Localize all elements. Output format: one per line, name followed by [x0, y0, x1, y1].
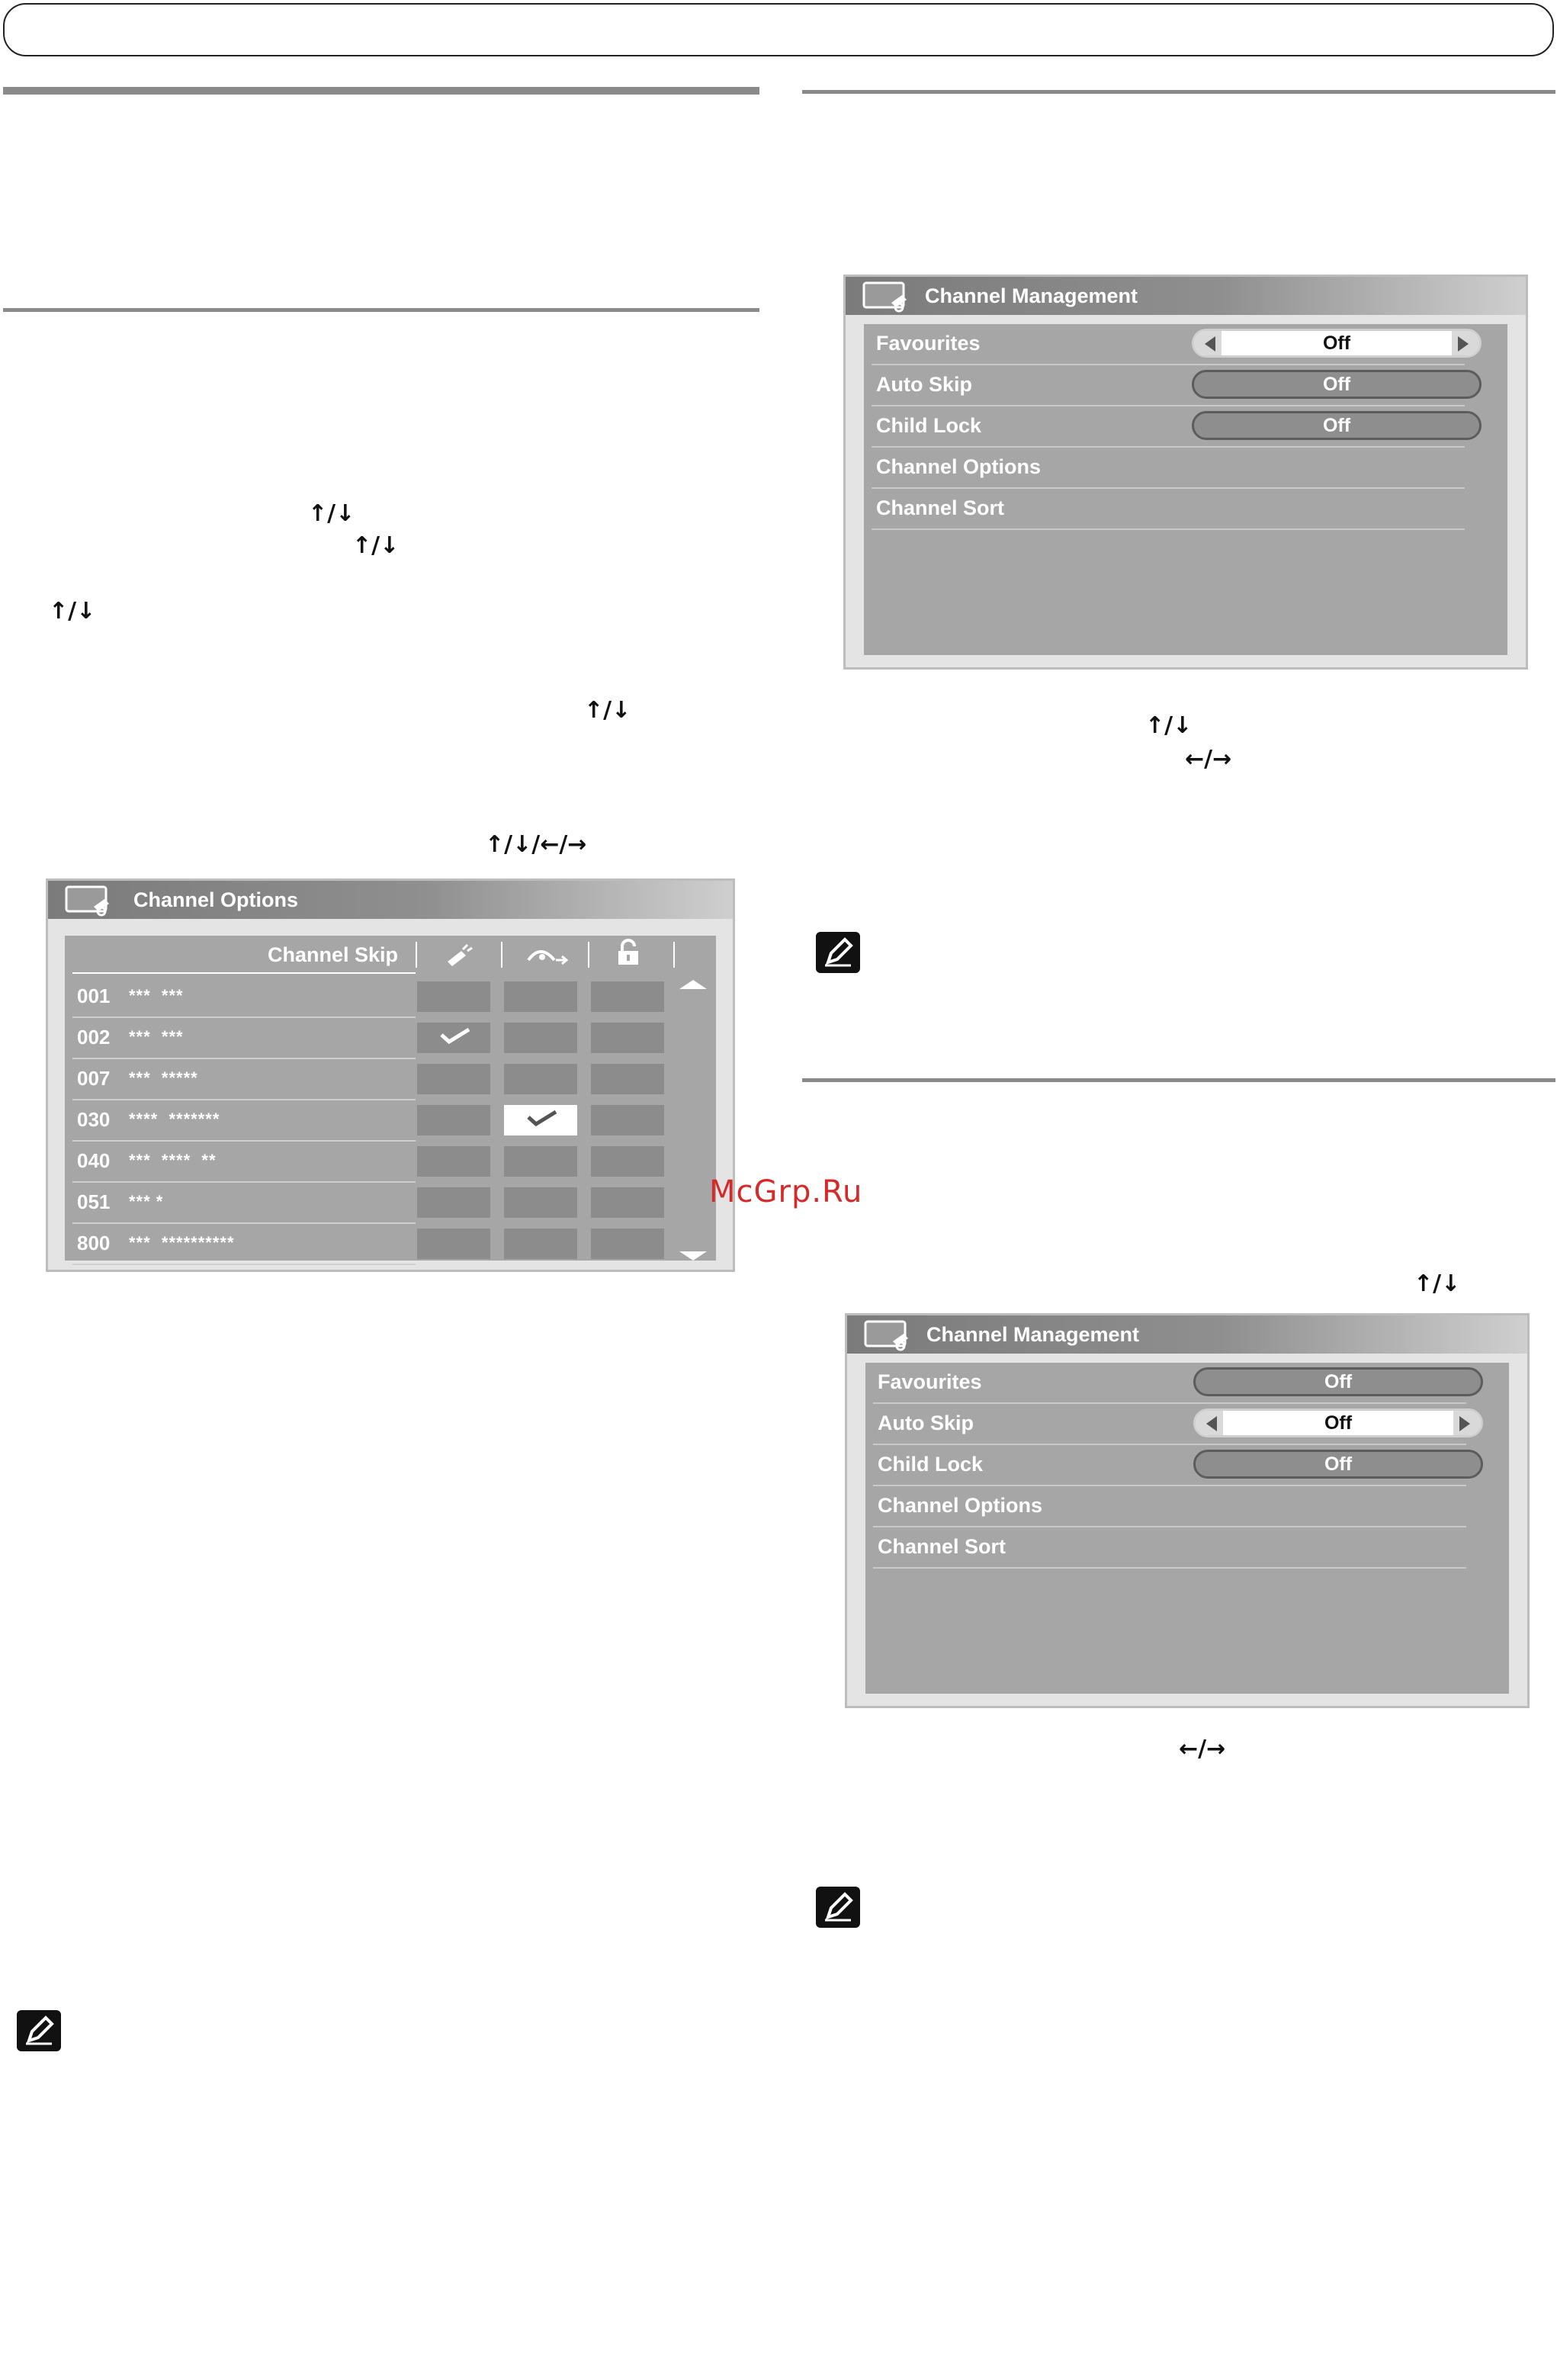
- value-selector[interactable]: [1192, 411, 1482, 440]
- value-text: Off: [1322, 332, 1351, 354]
- value-selector[interactable]: [1193, 1367, 1483, 1396]
- value-text: Off: [1324, 1412, 1353, 1434]
- skip-checkbox[interactable]: [504, 1023, 577, 1053]
- page-header: [3, 3, 1554, 56]
- channel-skip-header: Channel Skip: [268, 943, 399, 966]
- favourite-icon: [443, 942, 477, 968]
- value-selector[interactable]: [1192, 329, 1482, 358]
- channel-management-title-bar: [847, 1315, 1527, 1354]
- updown-arrow-6: ↑/↓: [1414, 1270, 1461, 1297]
- menu-item[interactable]: [872, 406, 1465, 448]
- lock-checkbox[interactable]: [591, 1229, 664, 1259]
- skip-checkbox[interactable]: [504, 981, 577, 1012]
- menu-item-label: Child Lock: [878, 1453, 984, 1476]
- menu-item-label: Channel Options: [876, 455, 1041, 478]
- channel-options-body: [65, 936, 716, 1261]
- leftright-arrow-2: ←/→: [1179, 1736, 1226, 1762]
- menu-item[interactable]: [873, 1527, 1466, 1569]
- channel-name: *** *: [129, 1192, 164, 1211]
- fav-checkbox[interactable]: [417, 1187, 490, 1218]
- skip-checkbox[interactable]: [504, 1105, 577, 1135]
- channel-name: *** ***: [129, 1027, 184, 1046]
- channel-number: 001: [77, 984, 111, 1007]
- checkmark-icon: [525, 1110, 559, 1126]
- updown-arrow-5: ↑/↓: [1145, 712, 1193, 739]
- channel-row[interactable]: [72, 1059, 416, 1100]
- menu-item-label: Auto Skip: [876, 373, 972, 396]
- note-icon: [17, 2010, 61, 2051]
- channel-management-title: Channel Management: [926, 1323, 1140, 1346]
- skip-checkbox[interactable]: [504, 1229, 577, 1259]
- channel-number: 030: [77, 1108, 111, 1131]
- channel-name: *** **** **: [129, 1151, 217, 1170]
- channel-number: 002: [77, 1026, 111, 1049]
- fav-checkbox[interactable]: [417, 1064, 490, 1094]
- lock-checkbox[interactable]: [591, 1064, 664, 1094]
- channel-number: 007: [77, 1067, 111, 1090]
- header-divider: [588, 942, 589, 968]
- menu-item[interactable]: [873, 1486, 1466, 1527]
- value-selector[interactable]: [1192, 370, 1482, 399]
- tv-settings-icon: [862, 1318, 913, 1352]
- watermark: McGrp.Ru: [709, 1174, 863, 1209]
- menu-item[interactable]: [873, 1363, 1466, 1404]
- arrow-right-icon[interactable]: [1459, 1416, 1470, 1431]
- channel-row[interactable]: [72, 1142, 416, 1183]
- fav-checkbox[interactable]: [417, 1105, 490, 1135]
- updown-arrow-4: ↑/↓: [584, 697, 631, 724]
- menu-item-label: Favourites: [876, 332, 981, 355]
- channel-options-title-bar: [48, 881, 733, 919]
- menu-item-label: Favourites: [878, 1370, 982, 1393]
- header-underline: [72, 972, 416, 974]
- updown-arrow-2: ↑/↓: [352, 532, 400, 559]
- menu-item-label: Child Lock: [876, 414, 982, 437]
- channel-options-title: Channel Options: [133, 888, 298, 911]
- value-text: Off: [1322, 374, 1351, 395]
- value-selector[interactable]: [1193, 1408, 1483, 1437]
- lock-checkbox[interactable]: [591, 1187, 664, 1218]
- channel-number: 800: [77, 1232, 111, 1254]
- lock-checkbox[interactable]: [591, 981, 664, 1012]
- fav-checkbox[interactable]: [417, 1146, 490, 1177]
- menu-item[interactable]: [872, 365, 1465, 406]
- channel-name: *** ***: [129, 986, 184, 1005]
- lock-icon: [615, 939, 641, 968]
- fav-checkbox[interactable]: [417, 1023, 490, 1053]
- header-divider: [673, 942, 675, 968]
- channel-name: **** *******: [129, 1110, 220, 1129]
- tv-settings-icon: [861, 280, 911, 313]
- header-divider: [501, 942, 502, 968]
- leftright-arrow-1: ←/→: [1185, 746, 1232, 772]
- section-rule-left-top: [3, 87, 759, 95]
- value-selector[interactable]: [1193, 1450, 1483, 1479]
- arrow-left-icon[interactable]: [1205, 336, 1215, 352]
- channel-row[interactable]: [72, 1183, 416, 1224]
- note-icon: [816, 1887, 860, 1928]
- fourway-arrow: ↑/↓/←/→: [485, 831, 587, 858]
- fav-checkbox[interactable]: [417, 1229, 490, 1259]
- channel-name: *** **********: [129, 1233, 235, 1252]
- menu-item[interactable]: [872, 489, 1465, 530]
- skip-checkbox[interactable]: [504, 1187, 577, 1218]
- updown-arrow-3: ↑/↓: [49, 598, 96, 625]
- section-rule-right-top: [802, 90, 1555, 94]
- channel-management-panel-1: [843, 275, 1528, 670]
- menu-item-label: Channel Options: [878, 1494, 1042, 1517]
- menu-item[interactable]: [872, 324, 1465, 365]
- channel-management-menu: [865, 1363, 1509, 1694]
- channel-management-title: Channel Management: [925, 284, 1138, 307]
- channel-row[interactable]: [72, 977, 416, 1018]
- menu-item[interactable]: [873, 1445, 1466, 1486]
- header-divider: [416, 942, 417, 968]
- lock-checkbox[interactable]: [591, 1146, 664, 1177]
- lock-checkbox[interactable]: [591, 1105, 664, 1135]
- skip-checkbox[interactable]: [504, 1064, 577, 1094]
- skip-icon: [524, 942, 573, 968]
- channel-row[interactable]: [72, 1100, 416, 1142]
- arrow-left-icon[interactable]: [1206, 1416, 1217, 1431]
- menu-item[interactable]: [872, 448, 1465, 489]
- channel-number: 040: [77, 1149, 111, 1172]
- channel-management-panel-2: [845, 1313, 1530, 1708]
- tv-settings-icon: [63, 884, 114, 917]
- value-text: Off: [1322, 415, 1351, 436]
- channel-number: 051: [77, 1190, 111, 1213]
- menu-item-label: Auto Skip: [878, 1412, 974, 1434]
- scroll-down-arrow[interactable]: [679, 1251, 707, 1261]
- skip-checkbox[interactable]: [504, 1146, 577, 1177]
- channel-row[interactable]: [72, 1224, 416, 1265]
- scroll-up-arrow[interactable]: [679, 980, 707, 989]
- channel-row[interactable]: [72, 1018, 416, 1059]
- fav-checkbox[interactable]: [417, 981, 490, 1012]
- menu-item[interactable]: [873, 1404, 1466, 1445]
- menu-item-label: Channel Sort: [876, 496, 1005, 519]
- channel-management-menu: [864, 324, 1507, 655]
- note-icon: [816, 932, 860, 973]
- menu-item-label: Channel Sort: [878, 1535, 1006, 1558]
- checkmark-icon: [438, 1027, 472, 1044]
- arrow-right-icon[interactable]: [1458, 336, 1469, 352]
- channel-name: *** *****: [129, 1068, 198, 1087]
- section-rule-left-2: [3, 308, 759, 312]
- channel-management-title-bar: [846, 277, 1526, 315]
- updown-arrow-1: ↑/↓: [308, 500, 355, 527]
- lock-checkbox[interactable]: [591, 1023, 664, 1053]
- channel-options-panel: [46, 878, 735, 1272]
- value-text: Off: [1324, 1453, 1353, 1475]
- section-rule-right-2: [802, 1078, 1555, 1082]
- value-text: Off: [1324, 1371, 1353, 1392]
